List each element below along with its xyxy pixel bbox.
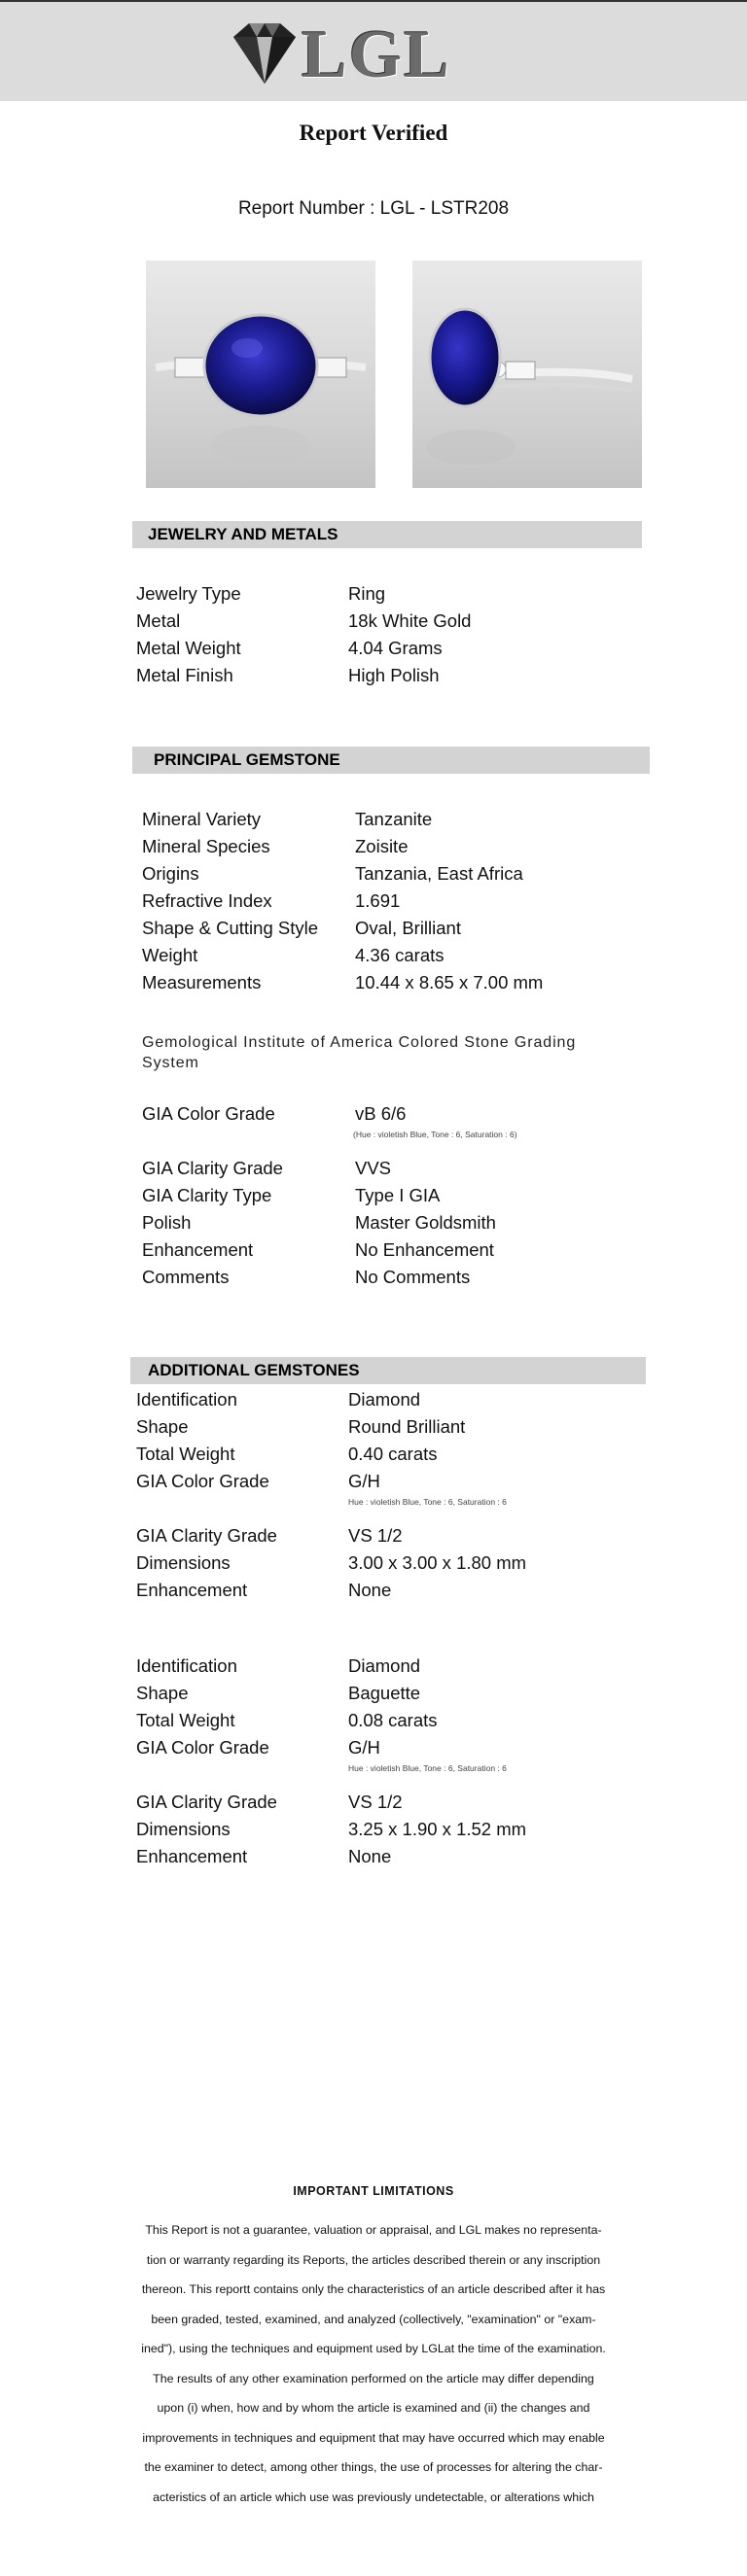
- detail-label: Weight: [142, 945, 198, 965]
- detail-value: Tanzania, East Africa: [355, 863, 523, 884]
- detail-value: No Enhancement: [355, 1239, 494, 1260]
- ring-photo-front: [146, 261, 375, 488]
- detail-value: Type I GIA: [355, 1185, 441, 1205]
- detail-value: vB 6/6: [355, 1103, 407, 1124]
- limitations-text-line: The results of any other examination performed on the article may differ depending: [153, 2371, 594, 2385]
- detail-value: 3.25 x 1.90 x 1.52 mm: [348, 1819, 527, 1839]
- detail-value: VS 1/2: [348, 1525, 403, 1546]
- detail-label: GIA Clarity Type: [142, 1185, 272, 1205]
- detail-label: Metal Finish: [136, 665, 233, 685]
- section-jewelry-metals-heading: [132, 521, 642, 548]
- detail-value: 3.00 x 3.00 x 1.80 mm: [348, 1552, 527, 1573]
- detail-label: Enhancement: [142, 1239, 254, 1260]
- detail-value: 4.04 Grams: [348, 638, 443, 658]
- detail-label: Origins: [142, 863, 199, 884]
- detail-value: Round Brilliant: [348, 1416, 466, 1437]
- section-additional-gemstones-heading: [130, 1357, 646, 1384]
- detail-label: Shape & Cutting Style: [142, 918, 318, 938]
- detail-value: 1.691: [355, 890, 401, 911]
- detail-value: G/H: [348, 1471, 380, 1491]
- detail-value: VVS: [355, 1158, 392, 1178]
- detail-label: Enhancement: [136, 1580, 248, 1600]
- limitations-text-line: been graded, tested, examined, and analyzed (collectively, "examination" or "exam-: [151, 2312, 596, 2326]
- detail-label: Identification: [136, 1655, 237, 1676]
- limitations-text-line: upon (i) when, how and by whom the article is examined and (ii) the changes and: [157, 2401, 590, 2415]
- logo-text: LGL: [302, 17, 451, 92]
- detail-label: Total Weight: [136, 1710, 235, 1730]
- section-principal-gemstone-heading: [132, 747, 650, 774]
- detail-label: GIA Clarity Grade: [136, 1525, 277, 1546]
- limitations-text-line: improvements in techniques and equipment that may have occurred which may enable: [142, 2430, 605, 2445]
- detail-label: Shape: [136, 1416, 189, 1437]
- detail-label: GIA Color Grade: [136, 1737, 269, 1758]
- limitations-text-line: the examiner to detect, among other things, the use of processes for altering the char-: [144, 2460, 603, 2474]
- detail-label: Mineral Variety: [142, 809, 262, 829]
- ring-photo-side: [412, 261, 642, 488]
- section-heading-text: PRINCIPAL GEMSTONE: [154, 750, 340, 769]
- detail-value: 10.44 x 8.65 x 7.00 mm: [355, 972, 544, 992]
- detail-label: Metal Weight: [136, 638, 241, 658]
- ring-side-image: [412, 261, 642, 488]
- detail-value: Tanzanite: [355, 809, 433, 829]
- detail-label: Dimensions: [136, 1819, 231, 1839]
- detail-value: None: [348, 1846, 392, 1866]
- detail-label: Measurements: [142, 972, 262, 992]
- detail-value: 18k White Gold: [348, 610, 472, 631]
- detail-value: None: [348, 1580, 392, 1600]
- detail-value: No Comments: [355, 1267, 471, 1287]
- detail-value: Ring: [348, 583, 386, 604]
- detail-label: Refractive Index: [142, 890, 272, 911]
- color-grade-note: (Hue : violetish Blue, Tone : 6, Saturation : 6): [353, 1130, 517, 1139]
- diamond-logo-icon: [228, 19, 302, 87]
- detail-value: Diamond: [348, 1389, 421, 1410]
- lgl-logo[interactable]: [228, 16, 480, 92]
- header-bar: [0, 0, 747, 101]
- detail-label: Polish: [142, 1212, 192, 1233]
- detail-value: Oval, Brilliant: [355, 918, 461, 938]
- detail-value: 4.36 carats: [355, 945, 445, 965]
- ring-front-image: [146, 261, 375, 488]
- page-title: Report Verified: [299, 121, 448, 145]
- limitations-text-line: tion or warranty regarding its Reports, the articles described therein or any inscription: [146, 2252, 601, 2267]
- detail-value: Zoisite: [355, 836, 409, 856]
- detail-label: Metal: [136, 610, 181, 631]
- gia-grading-system-heading: Gemological Institute of America Colored Stone Grading System: [142, 1034, 577, 1071]
- detail-value: Diamond: [348, 1655, 421, 1676]
- detail-value: 0.40 carats: [348, 1444, 438, 1464]
- detail-label: GIA Clarity Grade: [136, 1792, 277, 1812]
- color-grade-note: Hue : violetish Blue, Tone : 6, Saturation : 6: [348, 1763, 507, 1773]
- detail-label: Total Weight: [136, 1444, 235, 1464]
- detail-value: Master Goldsmith: [355, 1212, 496, 1233]
- detail-label: Identification: [136, 1389, 237, 1410]
- section-heading-text: JEWELRY AND METALS: [148, 525, 338, 543]
- detail-label: Enhancement: [136, 1846, 248, 1866]
- detail-label: GIA Color Grade: [142, 1103, 275, 1124]
- detail-label: Dimensions: [136, 1552, 231, 1573]
- limitations-title: IMPORTANT LIMITATIONS: [293, 2184, 454, 2198]
- detail-label: GIA Clarity Grade: [142, 1158, 283, 1178]
- color-grade-note: Hue : violetish Blue, Tone : 6, Saturation : 6: [348, 1497, 507, 1507]
- limitations-text-line: This Report is not a guarantee, valuation or appraisal, and LGL makes no representa-: [145, 2223, 602, 2237]
- limitations-text-line: acteristics of an article which use was previously undetectable, or alterations which: [153, 2489, 594, 2504]
- detail-label: Jewelry Type: [136, 583, 241, 604]
- detail-label: GIA Color Grade: [136, 1471, 269, 1491]
- detail-value: VS 1/2: [348, 1792, 403, 1812]
- detail-value: Baguette: [348, 1683, 421, 1703]
- detail-value: 0.08 carats: [348, 1710, 438, 1730]
- section-heading-text: ADDITIONAL GEMSTONES: [148, 1361, 360, 1379]
- limitations-text-line: thereon. This reportt contains only the characteristics of an article described after it has: [141, 2282, 606, 2296]
- detail-label: Mineral Species: [142, 836, 270, 856]
- detail-value: G/H: [348, 1737, 380, 1758]
- detail-label: Comments: [142, 1267, 230, 1287]
- limitations-text-line: ined"), using the techniques and equipment used by LGLat the time of the examination.: [141, 2342, 606, 2355]
- report-number: Report Number : LGL - LSTR208: [237, 198, 510, 219]
- detail-value: High Polish: [348, 665, 440, 685]
- detail-label: Shape: [136, 1683, 189, 1703]
